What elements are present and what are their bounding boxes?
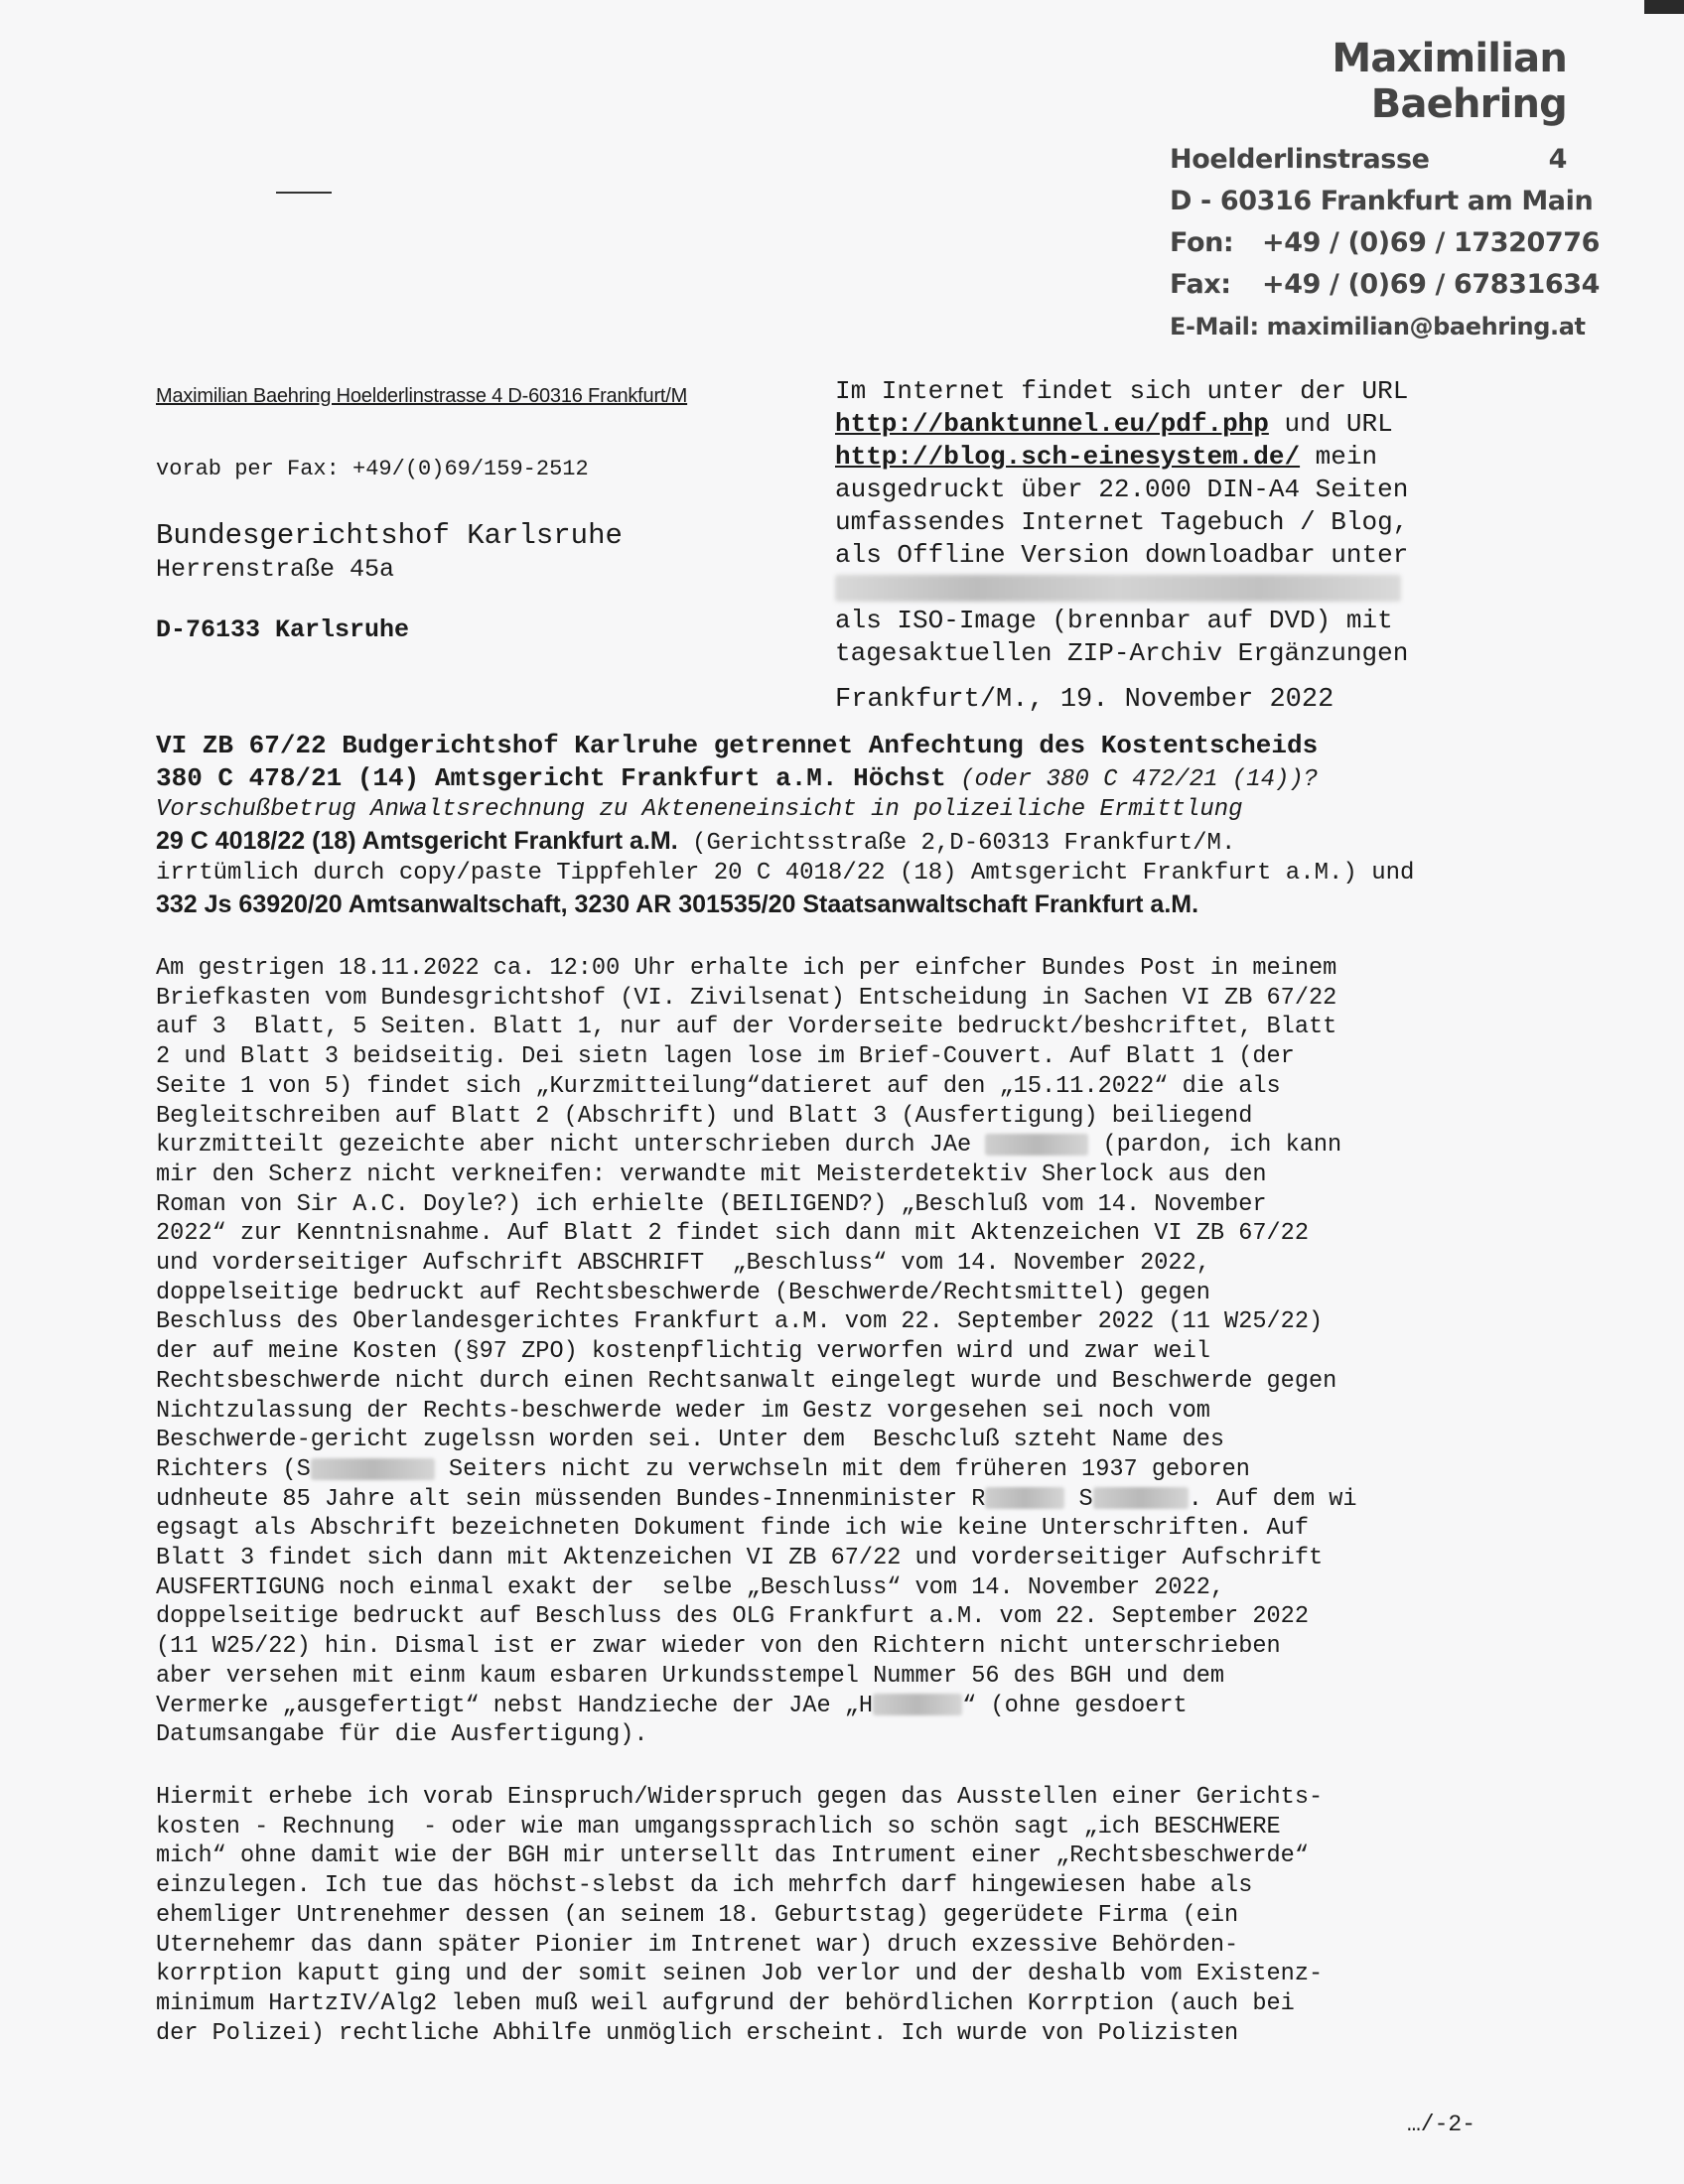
text-fragment: Vermerke „ausgefertigt“ nebst Handzieche der JAe „H — [156, 1692, 874, 1719]
subject-block — [156, 731, 1486, 922]
text-line: und vorderseitiger Aufschrift ABSCHRIFT „Beschluss“ vom 14. November 2022, — [156, 1250, 1210, 1278]
info-line: als ISO-Image (brennbar auf DVD) mit — [835, 606, 1393, 635]
text-line: Briefkasten vom Bundesgrichtshof (VI. Zivilsenat) Entscheidung in Sachen VI ZB 67/22 — [156, 984, 1337, 1012]
info-line — [835, 441, 1490, 474]
info-line — [835, 572, 1490, 605]
info-text: mein — [1300, 442, 1378, 472]
scan-edge — [1644, 0, 1684, 14]
info-line — [835, 408, 1490, 441]
sender-house-number: 4 — [1548, 144, 1567, 175]
info-line: als Offline Version downloadbar unter — [835, 540, 1409, 570]
subject-line — [156, 731, 1486, 763]
text-line — [156, 1131, 1486, 1160]
text-line: Beschwerde-gericht zugelssn worden sei. Unter dem Beschcluß szteht Name des — [156, 1427, 1225, 1454]
text-line: mir den Scherz nicht verkneifen: verwandte mit Meisterdetektiv Sherlock aus den — [156, 1160, 1267, 1188]
text-line: einzulegen. Ich tue das höchst-slebst da ich mehrfch darf hingewiesen habe als — [156, 1872, 1253, 1900]
phone-label: Fon: — [1170, 227, 1234, 258]
text-line: aber versehen mit einm kaum esbaren Urkundsstempel Nummer 56 des BGH und dem — [156, 1662, 1225, 1690]
text-line: kosten - Rechnung - oder wie man umgangssprachlich so schön sagt „ich BESCHWERE — [156, 1813, 1281, 1841]
sender-fax-row — [1170, 264, 1601, 306]
fax-label: Fax: — [1170, 269, 1231, 300]
subject-text: 332 Js 63920/20 Amtsanwaltschaft, 3230 AR 301535/20 Staatsanwaltschaft Frankfurt a.M. — [156, 889, 1199, 918]
subject-text: Vorschußbetrug Anwaltsrechnung zu Akteneneinsicht in polizeiliche Ermittlung — [156, 796, 1243, 823]
text-fragment: . Auf dem wi — [1188, 1485, 1357, 1513]
info-text: und URL — [1268, 409, 1393, 439]
info-line: umfassendes Internet Tagebuch / Blog, — [835, 507, 1409, 537]
text-fragment: “ (ohne gesdoert — [962, 1692, 1188, 1719]
text-line: minimum HartzIV/Alg2 leben muß weil aufgrund der behördlichen Korrption (auch bei — [156, 1989, 1295, 2017]
sender-street: Hoelderlinstrasse — [1170, 144, 1430, 175]
phone-number: +49 / (0)69 / 17320776 — [1262, 227, 1601, 258]
sender-phone-row — [1170, 222, 1601, 264]
text-line: AUSFERTIGUNG noch einmal exakt der selbe „Beschluss“ vom 14. November 2022, — [156, 1573, 1225, 1601]
redacted-name — [873, 1694, 962, 1715]
text-fragment: (pardon, ich kann — [1088, 1132, 1342, 1160]
text-fragment: S — [1064, 1485, 1093, 1513]
text-line: Beschluss des Oberlandesgerichtes Frankfurt a.M. vom 22. September 2022 (11 W25/22) — [156, 1308, 1324, 1336]
text-line: Blatt 3 findet sich dann mit Aktenzeichen VI ZB 67/22 und vorderseitiger Aufschrift — [156, 1545, 1324, 1572]
fax-number: +49 / (0)69 / 67831634 — [1262, 269, 1601, 300]
subject-text: (Gerichtsstraße 2,D-60313 Frankfurt/M. — [677, 829, 1236, 857]
text-line: der auf meine Kosten (§97 ZPO) kostenpflichtig verworfen wird und zwar weil — [156, 1338, 1210, 1366]
text-line: (11 W25/22) hin. Dismal ist er zwar wieder von den Richtern nicht unterschrieben — [156, 1633, 1281, 1661]
redacted-name — [1093, 1487, 1189, 1509]
sender-street-row — [1170, 139, 1567, 181]
text-line: Begleitschreiben auf Blatt 2 (Abschrift) und Blatt 3 (Ausfertigung) beiliegend — [156, 1102, 1253, 1130]
sender-name: Maximilian Baehring — [1332, 36, 1567, 127]
subject-line — [156, 826, 1486, 860]
text-line: Datumsangabe für die Ausfertigung). — [156, 1721, 648, 1749]
fold-mark — [276, 192, 332, 194]
text-line: 2 und Blatt 3 beidseitig. Dei sietn lagen lose im Brief-Couvert. Auf Blatt 1 (der — [156, 1043, 1295, 1071]
page-continuation-marker: …/-2- — [1407, 2112, 1476, 2137]
fax-notice: vorab per Fax: +49/(0)69/159-2512 — [156, 457, 589, 481]
subject-line: irrtümlich durch copy/paste Tippfehler 20 C 4018/22 (18) Amtsgericht Frankfurt a.M.) und — [156, 860, 1415, 887]
subject-text: 380 C 478/21 (14) Amtsgericht Frankfurt a.M. Höchst — [156, 762, 946, 793]
subject-line — [156, 763, 1486, 796]
text-fragment: kurzmitteilt gezeichte aber nicht unterschrieben durch JAe — [156, 1132, 986, 1160]
text-line: Nichtzulassung der Rechts-beschwerde weder im Gestz vorgesehen sei noch vom — [156, 1397, 1210, 1425]
subject-text: 29 C 4018/22 (18) Amtsgericht Frankfurt a.M. — [156, 826, 678, 855]
info-line: tagesaktuellen ZIP-Archiv Ergänzungen — [835, 638, 1409, 668]
text-line: Rechtsbeschwerde nicht durch einen Rechtsanwalt eingelegt wurde und Beschwerde gegen — [156, 1367, 1337, 1395]
text-line: der Polizei) rechtliche Abhilfe unmöglich erscheint. Ich wurde von Polizisten — [156, 2019, 1239, 2047]
internet-info-block — [835, 375, 1490, 717]
text-line: Uternehemr das dann später Pionier im Intrenet war) druch exzessive Behörden- — [156, 1931, 1239, 1959]
redacted-name — [311, 1458, 435, 1480]
text-line: Roman von Sir A.C. Doyle?) ich erhielte (BEILIGEND?) „Beschluß vom 14. November — [156, 1190, 1267, 1218]
recipient-street: Herrenstraße 45a — [156, 555, 395, 584]
return-address-line: Maximilian Baehring Hoelderlinstrasse 4 D-60316 Frankfurt/M — [156, 385, 688, 407]
text-line: mich“ ohne damit wie der BGH mir untersellt das Intrument einer „Rechtsbeschwerde“ — [156, 1843, 1310, 1870]
text-line: doppelseitige bedruckt auf Rechtsbeschwerde (Beschwerde/Rechtsmittel) gegen — [156, 1279, 1210, 1306]
text-fragment: udnheute 85 Jahre alt sein müssenden Bundes-Innenminister R — [156, 1485, 986, 1513]
sender-city: D - 60316 Frankfurt am Main — [1170, 186, 1594, 216]
letter-date: Frankfurt/M., 19. November 2022 — [835, 685, 1334, 715]
subject-line — [156, 889, 1486, 923]
text-line: Am gestrigen 18.11.2022 ca. 12:00 Uhr erhalte ich per einfcher Bundes Post in meinem — [156, 955, 1337, 982]
text-line: Seite 1 von 5) findet sich „Kurzmitteilung“datieret auf den „15.11.2022“ die als — [156, 1072, 1281, 1100]
info-line: ausgedruckt über 22.000 DIN-A4 Seiten — [835, 475, 1409, 504]
subject-line — [156, 795, 1486, 826]
recipient-address — [156, 518, 623, 644]
text-line: ehemliger Untrenehmer dessen (an seinem 18. Geburtstag) gegerüdete Firma (ein — [156, 1901, 1239, 1929]
text-line — [156, 1455, 1486, 1485]
info-line: Im Internet findet sich unter der URL — [835, 376, 1409, 406]
recipient-court: Bundesgerichtshof Karlsruhe — [156, 519, 623, 552]
text-line — [156, 1692, 1486, 1721]
redacted-name — [985, 1134, 1088, 1156]
url-link[interactable]: http://blog.sch-einesystem.de/ — [835, 442, 1301, 472]
text-fragment: Richters (S — [156, 1455, 311, 1483]
sender-email: E-Mail: maximilian@baehring.at — [1170, 313, 1586, 341]
paragraph-1 — [156, 954, 1486, 1750]
subject-text: (oder 380 C 472/21 (14))? — [945, 765, 1319, 793]
redacted-url — [835, 575, 1401, 602]
letterhead — [1170, 36, 1601, 347]
text-line: doppelseitige bedruckt auf Beschluss des OLG Frankfurt a.M. vom 22. September 2022 — [156, 1603, 1310, 1631]
text-fragment: Seiters nicht zu verwchseln mit dem früheren 1937 geboren — [434, 1455, 1250, 1483]
redacted-name — [985, 1487, 1064, 1509]
text-line — [156, 1485, 1486, 1515]
text-line: Hiermit erhebe ich vorab Einspruch/Widerspruch gegen das Ausstellen einer Gerichts- — [156, 1784, 1324, 1811]
subject-text: VI ZB 67/22 Budgerichtshof Karlruhe getrennet Anfechtung des Kostentscheids — [156, 731, 1319, 760]
text-line: auf 3 Blatt, 5 Seiten. Blatt 1, nur auf der Vorderseite bedruckt/beshcriftet, Blatt — [156, 1014, 1337, 1041]
text-line: 2022“ zur Kenntnisnahme. Auf Blatt 2 findet sich dann mit Aktenzeichen VI ZB 67/22 — [156, 1220, 1310, 1248]
text-line: korrption kaputt ging und der somit seinen Job verlor und der deshalb vom Existenz- — [156, 1961, 1324, 1988]
paragraph-2 — [156, 1783, 1486, 2048]
url-link[interactable]: http://banktunnel.eu/pdf.php — [835, 409, 1269, 439]
text-line: egsagt als Abschrift bezeichneten Dokument finde ich wie keine Unterschriften. Auf — [156, 1515, 1310, 1543]
recipient-city: D-76133 Karlsruhe — [156, 615, 410, 644]
